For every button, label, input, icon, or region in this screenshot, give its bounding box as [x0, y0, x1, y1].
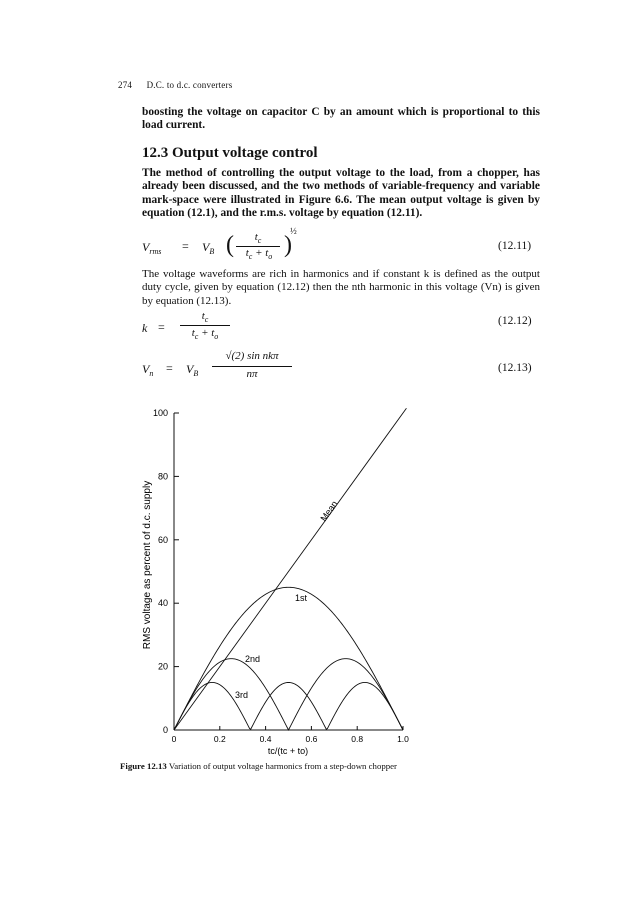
eq1-denominator: $t_c + t_o$ — [245, 247, 273, 261]
eq2-denominator: $t_c + t_o$ — [191, 327, 219, 341]
x-ticks — [172, 726, 410, 744]
series-line-1st — [174, 587, 403, 730]
y-axis-label: RMS voltage as percent of d.c. supply — [142, 480, 153, 650]
eq3-rhs: $V_B$ — [186, 362, 199, 378]
eq3-lhs: $V_n$ — [142, 362, 154, 378]
y-tick-label: 60 — [157, 534, 168, 545]
intro-paragraph: boosting the voltage on capacitor C by an amount which is proportional to this load current. — [142, 106, 540, 132]
equation-12-12: k = $t_c$ $t_c + t_o$ (12.12) — [142, 310, 532, 341]
eq1-lhs: $V_{rms}$ — [142, 240, 162, 256]
x-tick-label: 0.8 — [351, 734, 364, 744]
section-number: 12.3 — [142, 145, 169, 161]
eq1-rhs: $V_B$ — [202, 240, 215, 256]
paragraph-2: The voltage waveforms are rich in harmonics and if constant k is defined as the output duty cycle, given by equation (12.12) then the nth harmonic in this voltage (Vn) is given by equation (12.13). — [142, 268, 540, 307]
x-tick-label: 1.0 — [397, 734, 409, 744]
chart-series — [174, 408, 406, 730]
x-axis-label: tc/(tc + to) — [267, 746, 309, 756]
y-ticks — [153, 408, 179, 735]
eq3-numerator: √(2) sin nkπ — [225, 350, 279, 362]
y-tick-label: 100 — [152, 408, 168, 418]
section-title: Output voltage control — [172, 145, 318, 161]
eq2-lhs: k — [142, 321, 148, 335]
y-tick-label: 40 — [157, 598, 168, 609]
eq3-denominator: nπ — [246, 368, 258, 380]
y-tick-label: 20 — [157, 661, 168, 672]
series-line-mean — [174, 408, 406, 730]
eq1-power: ½ — [290, 226, 297, 236]
curve-label-mean: Mean — [318, 498, 340, 524]
curve-label-2nd: 2nd — [245, 654, 261, 664]
y-tick-label: 0 — [162, 725, 168, 735]
curve-label-3rd: 3rd — [235, 690, 249, 700]
equation-12-13: $V_n$ = $V_B$ √(2) sin nkπ nπ (12.13) — [142, 350, 532, 380]
eq3-number: (12.13) — [498, 362, 532, 374]
eq2-numerator: $t_c$ — [201, 310, 209, 324]
running-title: D.C. to d.c. converters — [146, 80, 233, 90]
x-tick-label: 0.2 — [213, 734, 226, 744]
equation-12-11: $V_{rms}$ = $V_B$ ( $t_c$ $t_c + t_o$ ) ½ (12.11) — [142, 226, 532, 261]
eq2-number: (12.12) — [498, 315, 532, 327]
x-tick-label: 0.4 — [259, 734, 272, 744]
page-number: 274 — [118, 80, 133, 90]
x-tick-label: 0 — [171, 734, 177, 744]
x-tick-label: 0.6 — [305, 734, 318, 744]
figure-caption — [120, 761, 397, 771]
caption-label: Figure 12.13 — [120, 761, 167, 771]
paragraph-1: The method of controlling the output voltage to the load, from a chopper, has already been discussed, and the two methods of variable-frequency and variable mark-space were illustrated in Figure 6.6. The mean output voltage is given by equation (12.1), and the r.m.s. voltage by equation (12.11). — [142, 167, 540, 220]
eq1-number: (12.11) — [498, 240, 532, 252]
caption-text: Variation of output voltage harmonics from a step-down chopper — [168, 761, 397, 771]
curve-label-1st: 1st — [295, 593, 308, 603]
y-tick-label: 80 — [157, 471, 168, 482]
series-line-2nd — [174, 659, 403, 730]
eq1-numerator: $t_c$ — [254, 231, 262, 245]
series-line-3rd — [174, 682, 403, 730]
